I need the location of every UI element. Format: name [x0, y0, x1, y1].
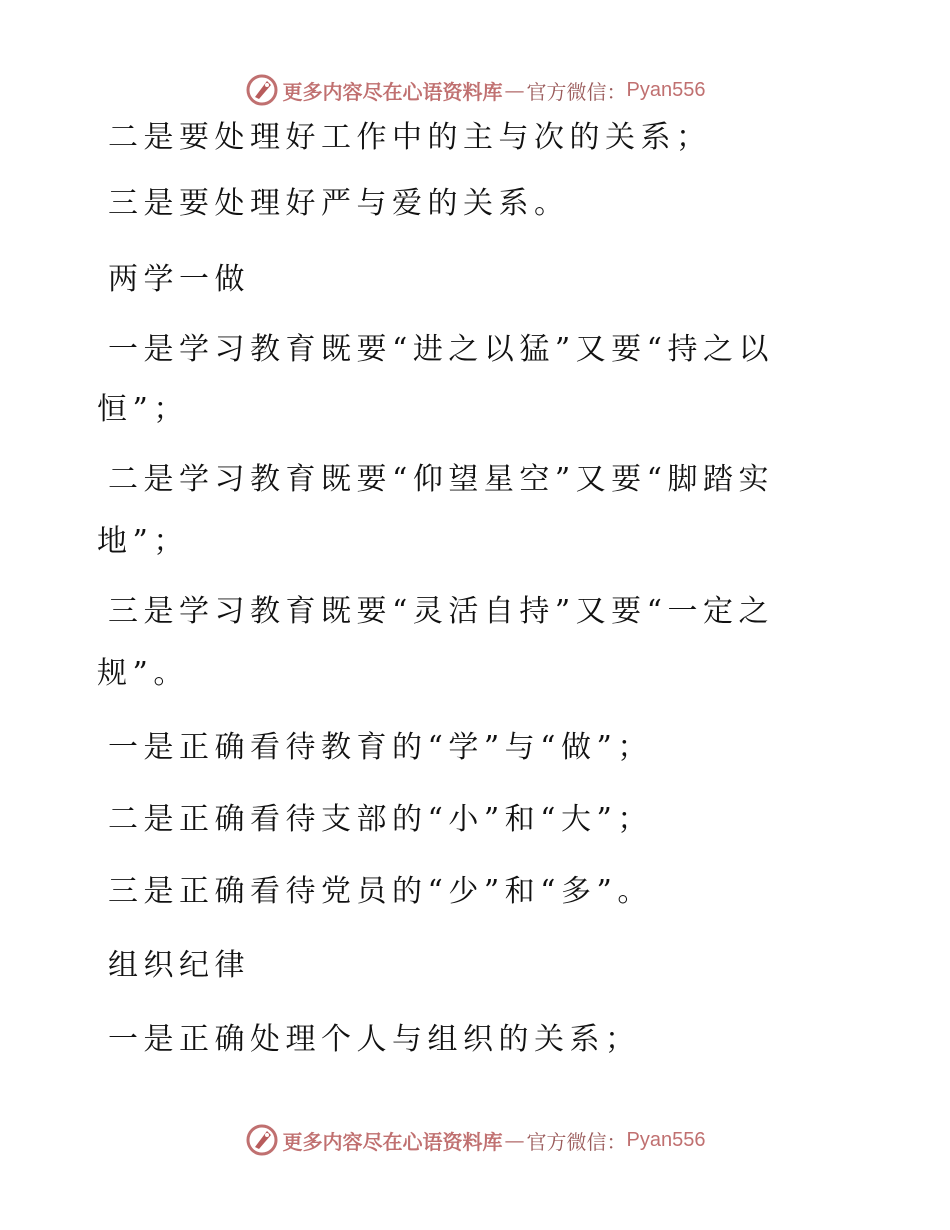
footer-watermark — [0, 1120, 950, 1160]
pen-nib-logo-icon — [245, 1123, 279, 1157]
text-line: 一是学习教育既要“进之以猛”又要“持之以 — [108, 332, 775, 367]
text-line: 三是学习教育既要“灵活自持”又要“一定之 — [108, 594, 775, 629]
watermark-brand: 更多内容尽在心语资料库 — [282, 1129, 503, 1154]
watermark-wechat-id: Pyan556 — [626, 1128, 706, 1151]
text-line: 二是要处理好工作中的主与次的关系； — [108, 120, 712, 155]
text-line: 二是学习教育既要“仰望星空”又要“脚踏实 — [108, 462, 775, 497]
text-line-continuation: 地”； — [97, 524, 189, 559]
section-heading: 组织纪律 — [108, 948, 250, 983]
pen-nib-logo-icon — [245, 73, 279, 107]
text-line: 三是要处理好严与爱的关系。 — [108, 186, 570, 221]
watermark-wechat-id: Pyan556 — [626, 78, 706, 101]
text-line: 三是正确看待党员的“少”和“多”。 — [108, 874, 653, 909]
text-line-continuation: 恒”； — [97, 392, 189, 427]
watermark-dash: — — [504, 1128, 525, 1152]
section-heading: 两学一做 — [108, 262, 250, 297]
text-line-continuation: 规”。 — [97, 656, 189, 691]
watermark-wechat-label: 官方微信： — [526, 79, 627, 104]
watermark-dash: — — [504, 78, 525, 102]
text-line: 一是正确看待教育的“学”与“做”； — [108, 730, 653, 765]
watermark-wechat-label: 官方微信： — [526, 1129, 627, 1154]
text-line: 二是正确看待支部的“小”和“大”； — [108, 802, 653, 837]
text-line: 一是正确处理个人与组织的关系； — [108, 1022, 641, 1057]
watermark-brand: 更多内容尽在心语资料库 — [282, 79, 503, 104]
header-watermark — [0, 70, 950, 110]
